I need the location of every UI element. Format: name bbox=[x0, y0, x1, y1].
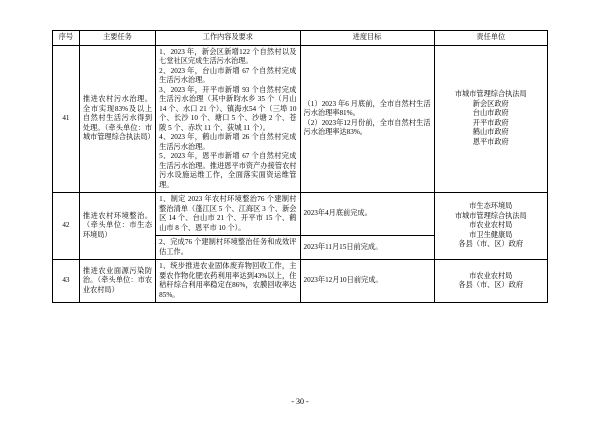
task-table bbox=[52, 30, 548, 303]
row-seq: 42 bbox=[53, 193, 80, 260]
header-responsible-unit: 责任单位 bbox=[434, 31, 547, 46]
row-progress-goal: 2023年4月底前完成。 bbox=[300, 193, 434, 236]
row-progress-goal: 2023年11月15日前完成。 bbox=[300, 236, 434, 260]
row-main-task: 推进农村污水治理。全市实现83%及以上自然村生活污水得到处理。（牵头单位：市城市管理综合执法局） bbox=[79, 45, 155, 193]
table-row bbox=[53, 193, 548, 236]
row-progress-goal: （1）2023 年6 月底前，全市自然村生活污水治理率81%。 （2）2023年12月份前，全市自然村生活污水治理率达83%。 bbox=[300, 45, 434, 193]
table-header-row bbox=[53, 31, 548, 46]
row-responsible-unit: 市生态环境局 市城市管理综合执法局 市农业农村局 市卫生健康局 各县（市、区）政府 bbox=[434, 193, 547, 260]
row-main-task: 推进农村环境整治。（牵头单位：市生态环境局） bbox=[79, 193, 155, 260]
row-work-content: 1、统步推进农业固体废弃物回收工作，主要农作物化肥农药利用率达到43%以上，住秸秆综合利用率稳定在86%，农膜回收率达85%。 bbox=[156, 260, 300, 303]
row-work-content: 1、制定 2023 年农村环境整治76 个建制村整治清单（蓬江区 5 个、江海区 3 个、新会区 14 个、台山市 21 个、开平市 15 个、鹤山市 8 个、恩平市 10 个）。 bbox=[156, 193, 300, 236]
header-main-task: 主要任务 bbox=[79, 31, 155, 46]
row-work-content: 2、完成76 个建制村环境整治任务和成效评估工作。 bbox=[156, 236, 300, 260]
page-footer: - 30 - bbox=[291, 397, 309, 406]
row-seq: 41 bbox=[53, 45, 80, 193]
header-seq: 序号 bbox=[53, 31, 80, 46]
header-work-content: 工作内容及要求 bbox=[156, 31, 300, 46]
row-responsible-unit: 市城市管理综合执法局 新会区政府 台山市政府 开平市政府 鹤山市政府 恩平市政府 bbox=[434, 45, 547, 193]
row-responsible-unit: 市农业农村局 各县（市、区）政府 bbox=[434, 260, 547, 303]
row-seq: 43 bbox=[53, 260, 80, 303]
table-row bbox=[53, 45, 548, 193]
table-row bbox=[53, 260, 548, 303]
row-work-content: 1、2023 年，新会区新增122 个自然村以及七堂社区完成生活污水治理。 2、2023 年，台山市新增 67 个自然村完成生活污水治理。 3、2023 年，开平市新增 93 个自然村完成生活污水治理（其中新昀水乡 35 个（月山14 个、水口 21 个）、镇海水54 个（三埠 10 个、长沙 10 个、塘口 5 个、沙塘 2 个、苍陂 5 个、赤坎 11 个、荻城 11 个）。 4、2023 年，鹤山市新增 26 个自然村完成生活污水治理。 5、2023 年，恩平市新增 67 个自然村完成生活污水治理。推进恩平市资产办接管农村污水设施运维工作，全面落实面资运维管理。 bbox=[156, 45, 300, 193]
row-main-task: 推进农业面源污染防治。（牵头单位：市农业农村局） bbox=[79, 260, 155, 303]
row-progress-goal: 2023年12月10日前完成。 bbox=[300, 260, 434, 303]
header-progress-goal: 进度目标 bbox=[300, 31, 434, 46]
